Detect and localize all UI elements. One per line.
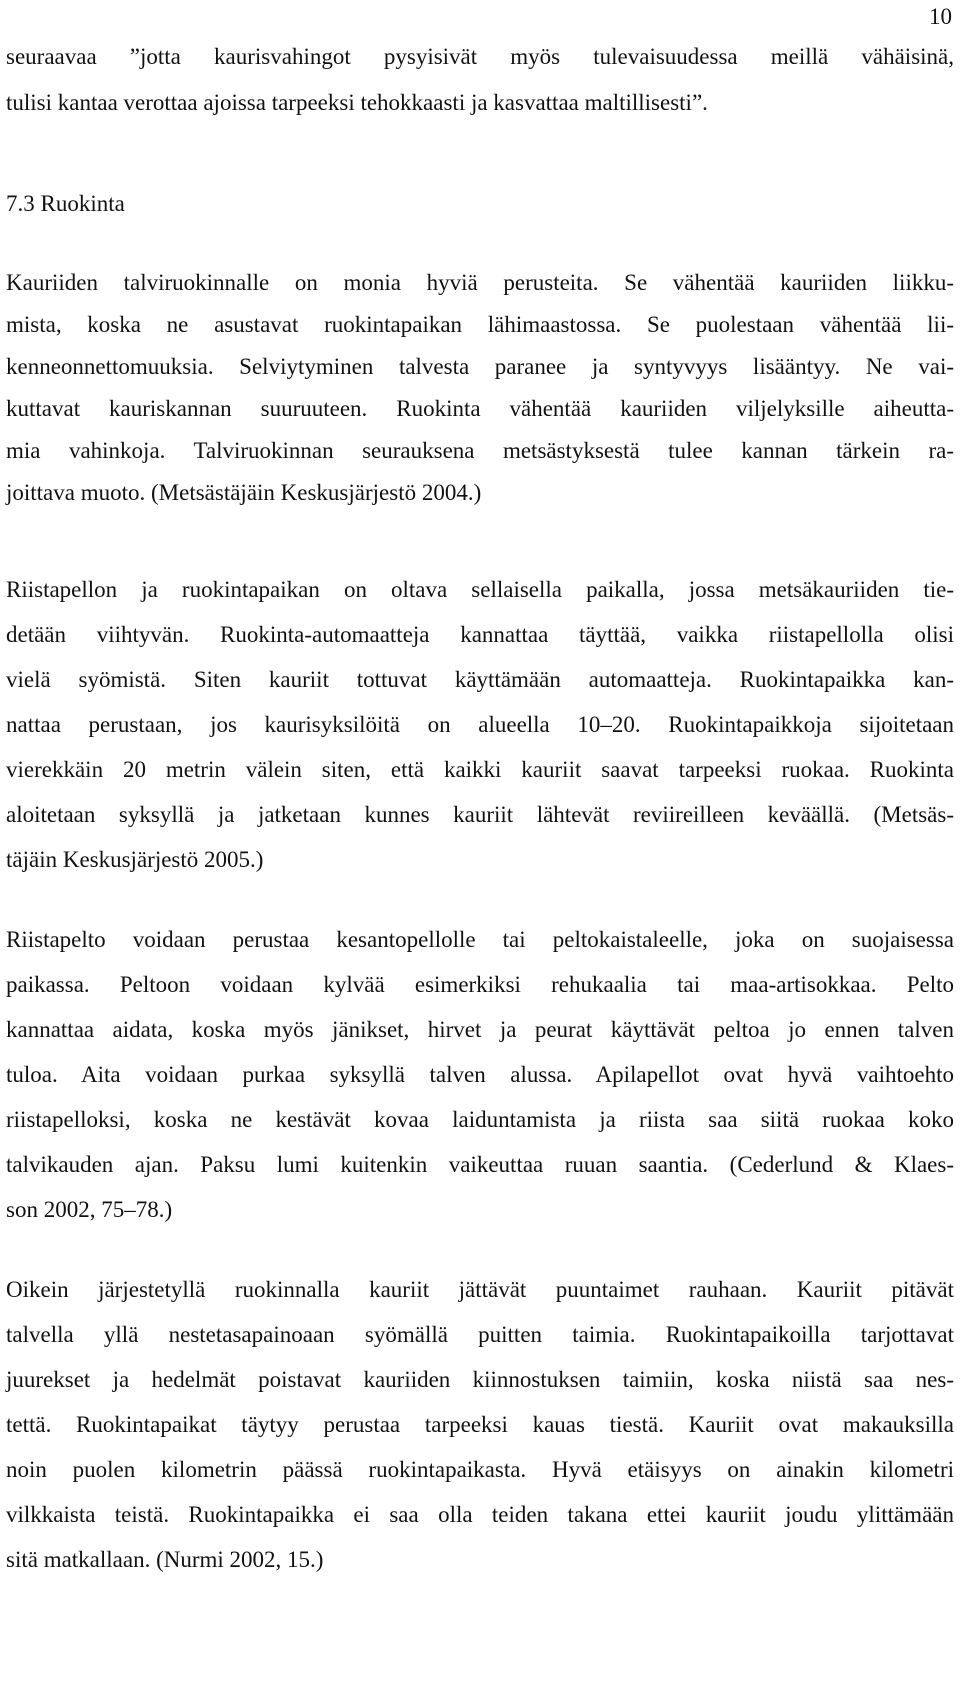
text-line: aloitetaan syksyllä ja jatketaan kunnes kauriit lähtevät reviireilleen keväällä. (Metsäs-	[6, 802, 954, 827]
text-line: tulisi kantaa verottaa ajoissa tarpeeksi tehokkaasti ja kasvattaa maltillisesti”.	[6, 90, 708, 115]
paragraph-2	[6, 575, 954, 875]
text-line: juurekset ja hedelmät poistavat kauriiden kiinnostuksen taimiin, koska niistä saa nes-	[6, 1367, 954, 1392]
page-number: 10	[929, 4, 952, 29]
text-line: Riistapellon ja ruokintapaikan on oltava sellaisella paikalla, jossa metsäkauriiden tie-	[6, 577, 954, 602]
text-line: son 2002, 75–78.)	[6, 1197, 173, 1222]
text-line: noin puolen kilometrin päässä ruokintapaikasta. Hyvä etäisyys on ainakin kilometri	[6, 1457, 954, 1482]
text-line: talvikauden ajan. Paksu lumi kuitenkin vaikeuttaa ruuan saantia. (Cederlund & Klaes-	[6, 1152, 954, 1177]
text-line: mia vahinkoja. Talviruokinnan seurauksena metsästyksestä tulee kannan tärkein ra-	[6, 438, 954, 463]
text-line: tuloa. Aita voidaan purkaa syksyllä talven alussa. Apilapellot ovat hyvä vaihtoehto	[6, 1062, 954, 1087]
text-line: paikassa. Peltoon voidaan kylvää esimerkiksi rehukaalia tai maa-artisokkaa. Pelto	[6, 972, 954, 997]
text-line: joittava muoto. (Metsästäjäin Keskusjärjestö 2004.)	[6, 480, 482, 505]
text-line: kannattaa aidata, koska myös jänikset, hirvet ja peurat käyttävät peltoa jo ennen talven	[6, 1017, 954, 1042]
text-line: sitä matkallaan. (Nurmi 2002, 15.)	[6, 1547, 324, 1572]
text-line: nattaa perustaan, jos kaurisyksilöitä on alueella 10–20. Ruokintapaikkoja sijoitetaan	[6, 712, 954, 737]
text-line: Kauriiden talviruokinnalle on monia hyviä perusteita. Se vähentää kauriiden liikku-	[6, 270, 954, 295]
text-line: tettä. Ruokintapaikat täytyy perustaa tarpeeksi kauas tiestä. Kauriit ovat makauksilla	[6, 1412, 954, 1437]
text-line: vielä syömistä. Siten kauriit tottuvat käyttämään automaatteja. Ruokintapaikka kan-	[6, 667, 954, 692]
text-line: kuttavat kauriskannan suuruuteen. Ruokinta vähentää kauriiden viljelyksille aiheutta-	[6, 396, 954, 421]
text-line: seuraavaa ”jotta kaurisvahingot pysyisivät myös tulevaisuudessa meillä vähäisinä,	[6, 44, 954, 69]
text-line: mista, koska ne asustavat ruokintapaikan lähimaastossa. Se puolestaan vähentää lii-	[6, 312, 954, 337]
text-line: detään viihtyvän. Ruokinta-automaatteja kannattaa täyttää, vaikka riistapellolla olisi	[6, 622, 954, 647]
paragraph-1	[6, 268, 954, 508]
text-line: talvella yllä nestetasapainoaan syömällä puitten taimia. Ruokintapaikoilla tarjottavat	[6, 1322, 954, 1347]
paragraph-3	[6, 925, 954, 1225]
text-line: vilkkaista teistä. Ruokintapaikka ei saa olla teiden takana ettei kauriit joudu ylittämään	[6, 1502, 954, 1527]
section-heading: 7.3 Ruokinta	[6, 191, 125, 216]
text-line: kenneonnettomuuksia. Selviytyminen talvesta paranee ja syntyvyys lisääntyy. Ne vai-	[6, 354, 954, 379]
text-line: täjäin Keskusjärjestö 2005.)	[6, 847, 264, 872]
intro-paragraph	[6, 42, 954, 118]
text-line: riistapelloksi, koska ne kestävät kovaa laiduntamista ja riista saa siitä ruokaa koko	[6, 1107, 954, 1132]
text-line: vierekkäin 20 metrin välein siten, että kaikki kauriit saavat tarpeeksi ruokaa. Ruokinta	[6, 757, 954, 782]
text-line: Oikein järjestetyllä ruokinnalla kauriit jättävät puuntaimet rauhaan. Kauriit pitävät	[6, 1277, 954, 1302]
text-line: Riistapelto voidaan perustaa kesantopellolle tai peltokaistaleelle, joka on suojaisessa	[6, 927, 954, 952]
paragraph-4	[6, 1275, 954, 1575]
